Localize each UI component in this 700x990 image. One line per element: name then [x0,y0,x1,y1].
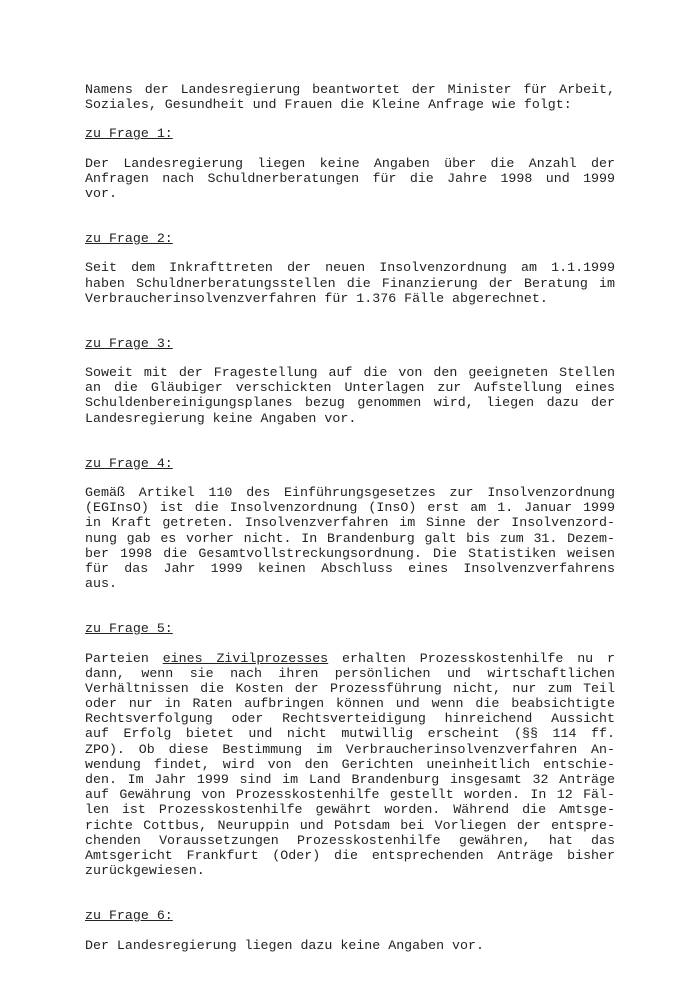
text-line: richte Cottbus, Neuruppin und Potsdam bei Vorliegen der entspre- [85,817,615,833]
text-line: für das Jahr 1999 keinen Abschluss eines Insolvenzverfahrens [85,560,615,576]
question-2-heading [85,231,615,246]
text-line: Der Landesregierung liegen keine Angaben über die Anzahl der [85,155,615,171]
answer-2 [85,260,615,306]
question-5-heading [85,621,615,636]
intro-paragraph [85,82,615,112]
text-line: an die Gläubiger verschickten Unterlagen zur Aufstellung eines [85,380,615,396]
text-line: Seit dem Inkrafttreten der neuen Insolvenzordnung am 1.1.1999 [85,260,615,276]
underlined-phrase: eines Zivilprozesses [162,650,329,666]
text-line: dann, wenn sie nach ihren persönlichen und wirtschaftlichen [85,665,615,681]
text-line: Gemäß Artikel 110 des Einführungsgesetzes zur Insolvenzordnung [85,485,615,500]
answer-4 [85,485,615,591]
text-line: Der Landesregierung liegen dazu keine Angaben vor. [85,937,484,953]
question-3-heading [85,336,615,351]
text-line: in Kraft getreten. Insolvenzverfahren im Sinne der Insolvenzord- [85,515,615,531]
text-line: den. Im Jahr 1999 sind im Land Brandenburg insgesamt 32 Anträge [85,772,615,787]
answer-6 [85,938,615,953]
text-line: (EGInsO) ist die Insolvenzordnung (InsO) erst am 1. Januar 1999 [85,500,615,516]
text-line: vor. [85,185,117,201]
text-line: Amtsgericht Frankfurt (Oder) die entsprechenden Anträge bisher [85,847,615,863]
heading-text: zu Frage 5: [85,621,173,637]
text-line: nung gab es vorher nicht. In Brandenburg galt bis zum 31. Dezem- [85,530,615,546]
heading-text: zu Frage 1: [85,126,173,142]
text-line: len ist Prozesskostenhilfe gewährt worden. Während die Amtsge- [85,802,615,818]
question-6-heading [85,908,615,923]
text-line: zurückgewiesen. [85,863,205,879]
answer-1 [85,156,615,202]
text-line: ber 1998 die Gesamtvollstreckungsordnung. Die Statistiken weisen [85,545,615,561]
text-line: Namens der Landesregierung beantwortet der Minister für Arbeit, [85,82,615,97]
text-line: Verhältnissen die Kosten der Prozessführung nicht, nur zum Teil [85,680,615,696]
text-line: Anfragen nach Schuldnerberatungen für die Jahre 1998 und 1999 [85,170,615,186]
question-1-heading [85,126,615,141]
heading-text: zu Frage 6: [85,908,173,924]
text-segment: erhalten Prozesskostenhilfe nu r [328,650,615,666]
text-line: ZPO). Ob diese Bestimmung im Verbraucherinsolvenzverfahren An- [85,741,615,757]
text-line: oder nur in Raten aufbringen können und wenn die beabsichtigte [85,696,615,712]
text-line: aus. [85,576,117,592]
text-line: auf Gewährung von Prozesskostenhilfe gestellt worden. In 12 Fäl- [85,787,615,803]
text-segment: Parteien [85,650,163,666]
text-line: Soziales, Gesundheit und Frauen die Kleine Anfrage wie folgt: [85,97,572,113]
text-line: Verbraucherinsolvenzverfahren für 1.376 Fälle abgerechnet. [85,290,548,306]
text-line: wendung findet, wird von den Gerichten uneinheitlich entschie- [85,756,615,772]
text-line [85,651,615,666]
heading-text: zu Frage 3: [85,335,173,351]
text-line: Rechtsverfolgung oder Rechtsverteidigung hinreichend Aussicht [85,711,615,727]
heading-text: zu Frage 2: [85,231,173,247]
text-line: Soweit mit der Fragestellung auf die von den geeigneten Stellen [85,365,615,381]
text-line: Landesregierung keine Angaben vor. [85,410,357,426]
text-line: haben Schuldnerberatungsstellen die Finanzierung der Beratung im [85,275,615,291]
question-4-heading [85,456,615,471]
answer-3 [85,365,615,426]
heading-text: zu Frage 4: [85,455,173,471]
answer-5 [85,651,615,879]
text-line: chenden Voraussetzungen Prozesskostenhilfe gewähren, hat das [85,832,615,848]
text-line: Schuldenbereinigungsplanes bezug genommen wird, liegen dazu der [85,395,615,411]
text-line: auf Erfolg bietet und nicht mutwillig erscheint (§§ 114 ff. [85,726,615,742]
